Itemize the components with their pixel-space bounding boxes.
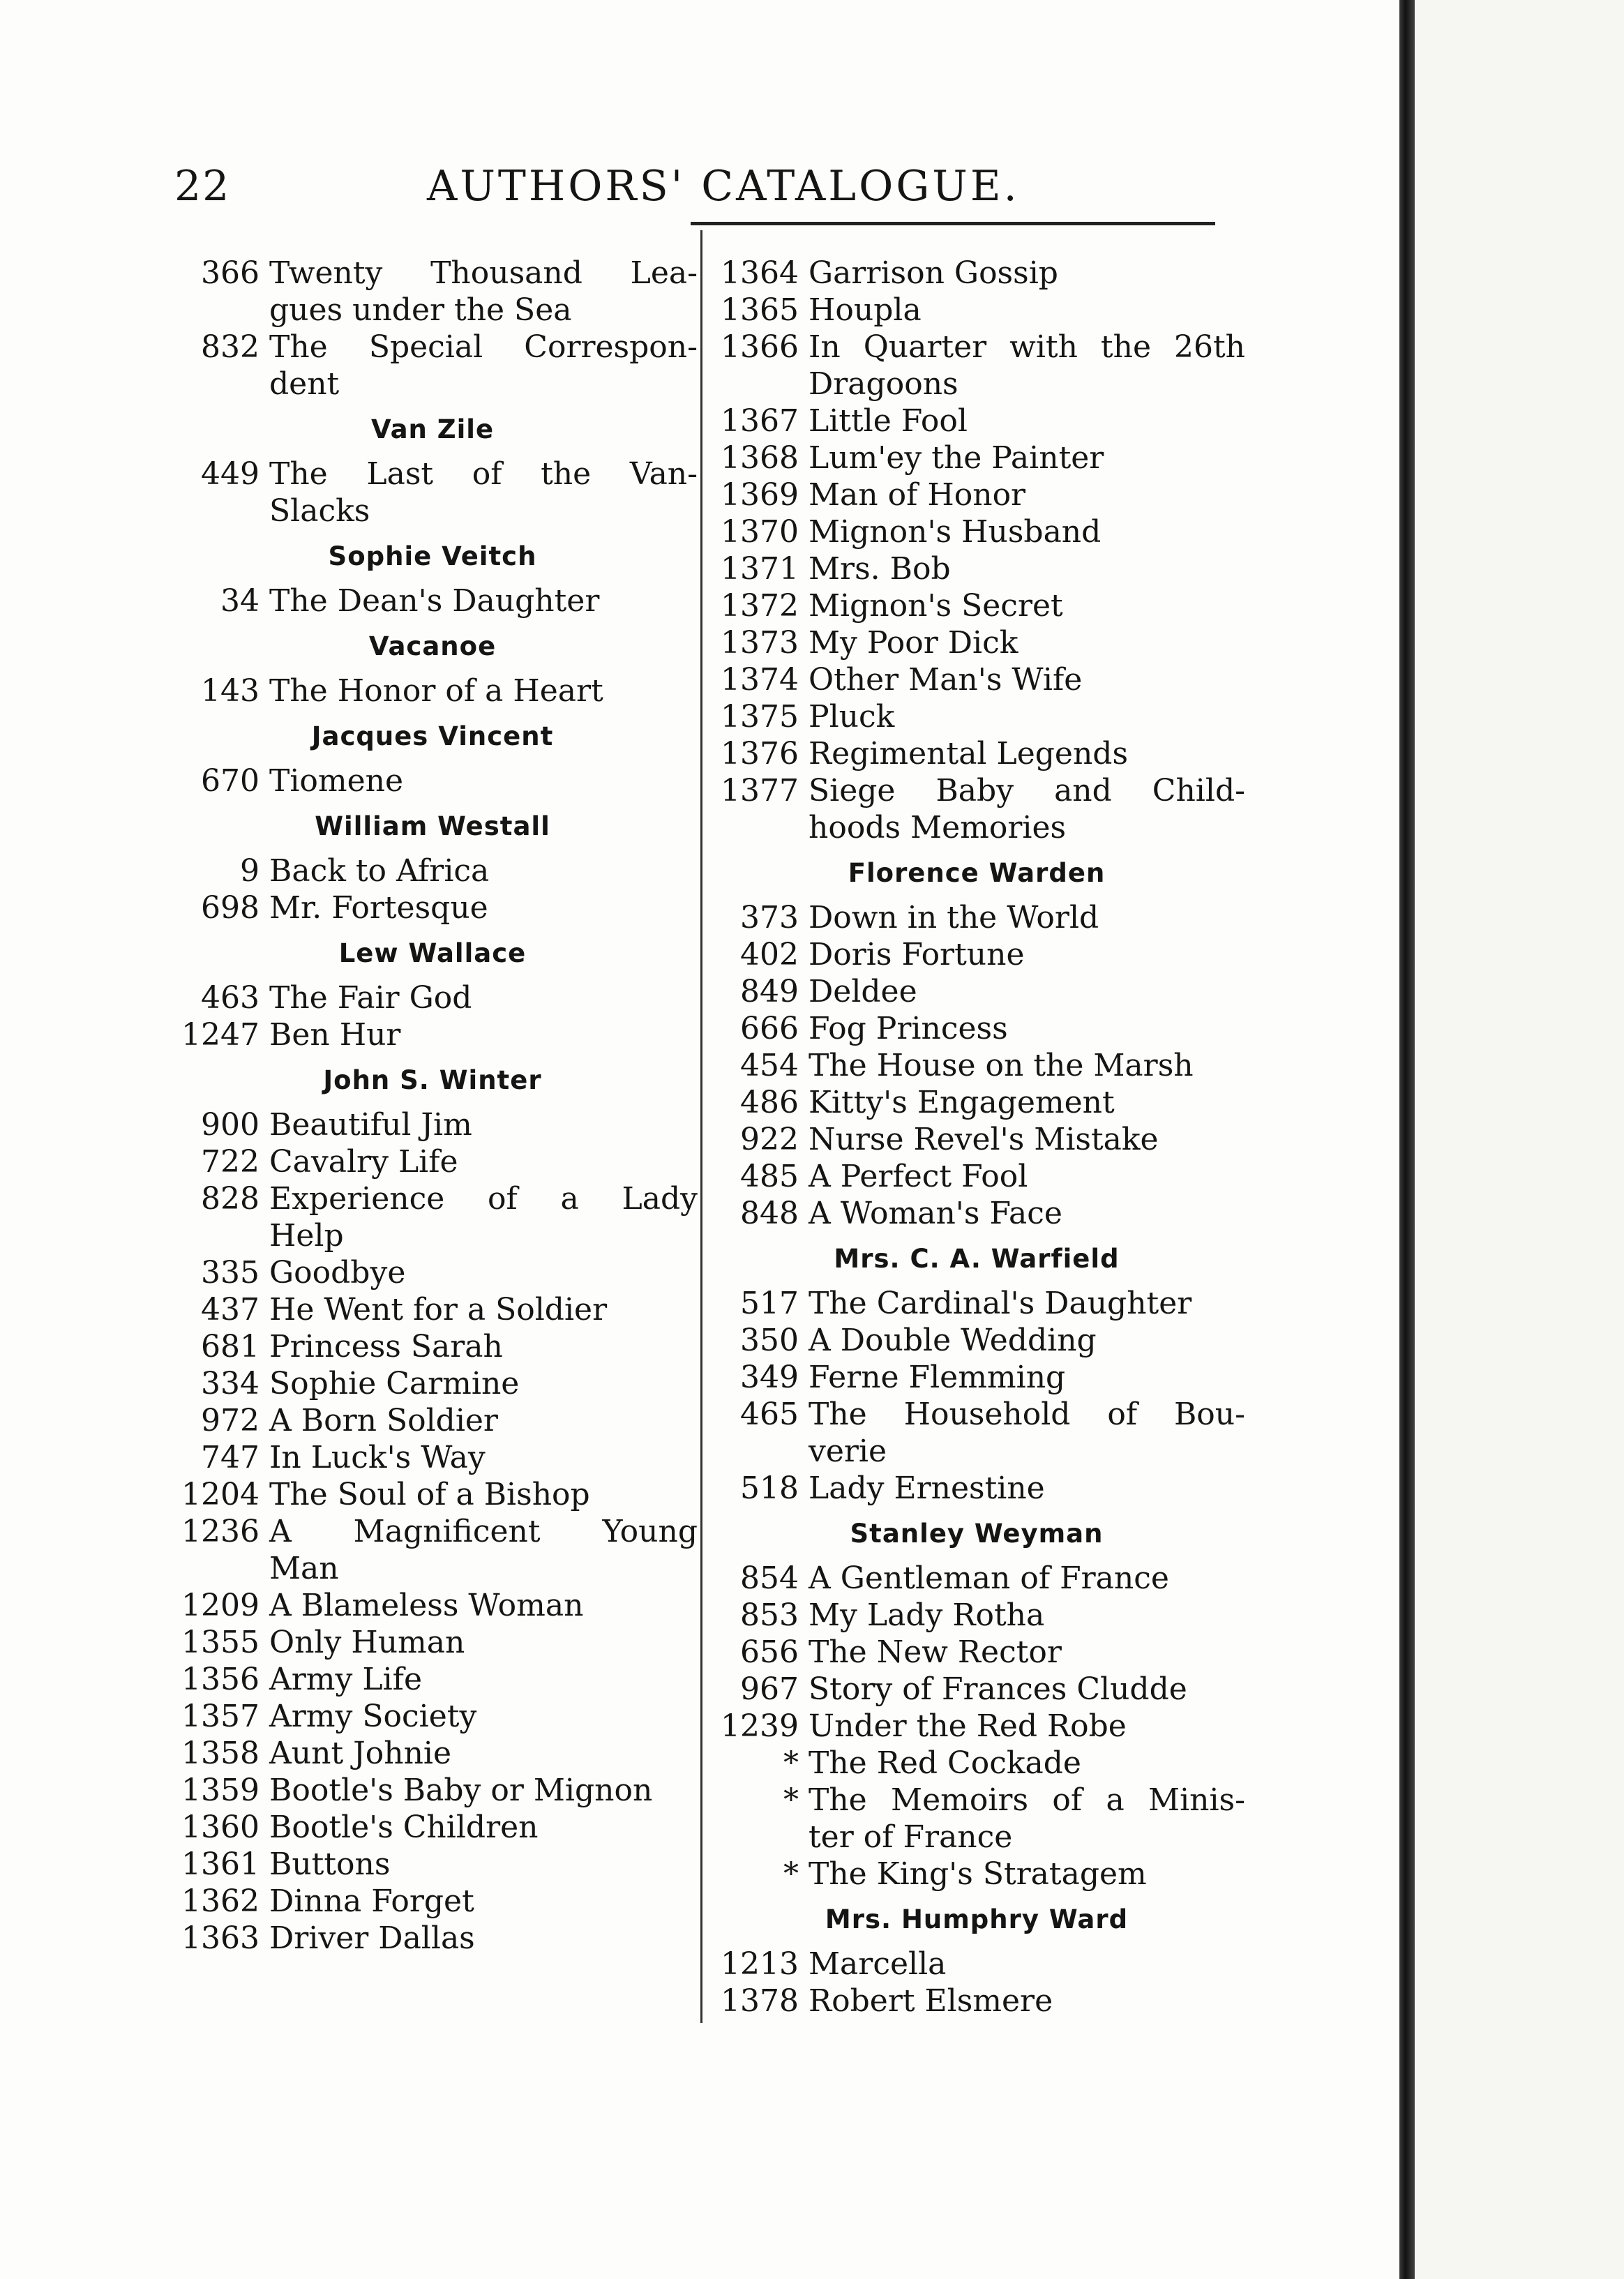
catalogue-number: 722 [201, 1144, 260, 1180]
catalogue-number: 1366 [721, 329, 799, 365]
book-title-continuation: verie [809, 1434, 887, 1469]
right-column [708, 255, 1245, 2019]
book-title-continuation: Man [269, 1551, 339, 1586]
catalogue-number: 449 [201, 456, 260, 492]
catalogue-entry [708, 1470, 1245, 1507]
catalogue-entry [167, 1624, 698, 1661]
book-title: Mr. Fortesque [269, 890, 488, 926]
book-title: Bootle's Children [269, 1810, 539, 1845]
catalogue-entry [708, 1359, 1245, 1396]
book-title-continuation: dent [269, 366, 340, 402]
catalogue-entry [167, 1016, 698, 1053]
catalogue-number: 1367 [721, 403, 799, 439]
book-title: Ben Hur [269, 1017, 401, 1053]
author-heading: Mrs. C. A. Warfield [834, 1244, 1120, 1274]
book-title: The Fair God [269, 980, 472, 1016]
catalogue-number: 1369 [721, 477, 799, 513]
catalogue-number: 9 [240, 853, 260, 889]
catalogue-entry [708, 587, 1245, 624]
catalogue-entry [167, 582, 698, 619]
catalogue-entry [708, 1396, 1245, 1433]
book-title: Nurse Revel's Mistake [809, 1122, 1159, 1157]
catalogue-number: * [783, 1745, 799, 1781]
author-heading: Florence Warden [848, 858, 1106, 888]
catalogue-number: 853 [740, 1597, 799, 1633]
book-title: Little Fool [809, 403, 968, 439]
catalogue-number: 366 [201, 255, 260, 291]
book-title: Only Human [269, 1625, 465, 1660]
author-heading: Mrs. Humphry Ward [825, 1904, 1129, 1934]
book-title-continuation: Dragoons [809, 366, 958, 402]
catalogue-entry [708, 1782, 1245, 1819]
catalogue-entry [167, 672, 698, 709]
book-title: Lum'ey the Painter [809, 440, 1104, 476]
book-title: In Luck's Way [269, 1440, 486, 1475]
catalogue-entry [708, 1983, 1245, 2019]
catalogue-number: 143 [201, 673, 260, 709]
catalogue-entry [167, 1254, 698, 1291]
book-title: Down in the World [809, 900, 1099, 935]
catalogue-number: 1364 [721, 255, 799, 291]
catalogue-number: 1358 [181, 1736, 260, 1771]
book-title: Lady Ernestine [809, 1471, 1045, 1506]
book-title: Mignon's Secret [809, 588, 1063, 624]
book-title: The Honor of a Heart [269, 673, 603, 709]
catalogue-number: 1356 [181, 1662, 260, 1697]
book-title: A Gentleman of France [809, 1560, 1169, 1596]
catalogue-number: 373 [740, 900, 799, 935]
page-number: 22 [174, 162, 231, 211]
book-title: Driver Dallas [269, 1920, 475, 1956]
catalogue-number: 402 [740, 937, 799, 972]
catalogue-number: 1361 [181, 1846, 260, 1882]
catalogue-entry [708, 735, 1245, 772]
catalogue-number: 849 [740, 974, 799, 1009]
catalogue-entry [167, 329, 698, 366]
catalogue-number: 349 [740, 1360, 799, 1395]
catalogue-entry [708, 476, 1245, 513]
book-title: The Special Correspon- [269, 329, 698, 365]
catalogue-entry [167, 889, 698, 926]
catalogue-number: 832 [201, 329, 260, 365]
book-title: Back to Africa [269, 853, 490, 889]
catalogue-entry [708, 698, 1245, 735]
catalogue-entry [167, 1698, 698, 1735]
book-title: Army Society [269, 1699, 477, 1734]
catalogue-entry [167, 1180, 698, 1217]
catalogue-entry [167, 1106, 698, 1143]
catalogue-entry [708, 772, 1245, 809]
author-heading: Vacanoe [368, 631, 497, 661]
catalogue-entry [167, 1476, 698, 1513]
catalogue-entry [708, 1597, 1245, 1634]
book-title: Princess Sarah [269, 1329, 503, 1364]
book-title-continuation: Help [269, 1218, 344, 1254]
left-column [167, 255, 698, 1957]
catalogue-number: 922 [740, 1122, 799, 1157]
book-title: The Dean's Daughter [269, 583, 600, 619]
catalogue-number: 967 [740, 1671, 799, 1707]
catalogue-entry [708, 1010, 1245, 1047]
catalogue-number: 1209 [181, 1588, 260, 1623]
catalogue-number: 747 [201, 1440, 260, 1475]
book-title-continuation: hoods Memories [809, 810, 1067, 845]
catalogue-entry [708, 899, 1245, 936]
book-title: Under the Red Robe [809, 1708, 1127, 1744]
catalogue-number: 1376 [721, 736, 799, 772]
book-title: In Quarter with the 26th [809, 329, 1245, 365]
book-title: He Went for a Soldier [269, 1292, 608, 1327]
catalogue-number: 670 [201, 763, 260, 799]
catalogue-entry [167, 1328, 698, 1365]
book-title: Cavalry Life [269, 1144, 458, 1180]
book-title: Sophie Carmine [269, 1366, 520, 1401]
book-title: A Woman's Face [809, 1196, 1062, 1231]
catalogue-entry [708, 936, 1245, 973]
catalogue-entry [167, 456, 698, 492]
book-title: The Cardinal's Daughter [809, 1286, 1192, 1321]
catalogue-number: 34 [220, 583, 260, 619]
catalogue-entry [708, 1634, 1245, 1671]
catalogue-entry [167, 1883, 698, 1920]
catalogue-number: 1370 [721, 514, 799, 550]
catalogue-entry [167, 1143, 698, 1180]
book-title: A Blameless Woman [269, 1588, 584, 1623]
catalogue-entry [708, 255, 1245, 292]
catalogue-number: 486 [740, 1085, 799, 1120]
catalogue-entry [708, 1856, 1245, 1893]
catalogue-entry [167, 979, 698, 1016]
book-title: The Red Cockade [809, 1745, 1081, 1781]
catalogue-number: 681 [201, 1329, 260, 1364]
catalogue-entry [167, 1513, 698, 1550]
running-head: AUTHORS' CATALOGUE. [427, 162, 1020, 211]
catalogue-number: 1374 [721, 662, 799, 698]
catalogue-entry [167, 1772, 698, 1809]
book-title: The King's Stratagem [809, 1856, 1147, 1892]
book-title: The New Rector [809, 1634, 1062, 1670]
catalogue-number: 1375 [721, 699, 799, 735]
book-title: Pluck [809, 699, 895, 735]
catalogue-number: 1359 [181, 1773, 260, 1808]
catalogue-entry [708, 1084, 1245, 1121]
book-title: The Last of the Van- [269, 456, 698, 492]
book-title: Army Life [269, 1662, 422, 1697]
catalogue-entry [167, 1661, 698, 1698]
catalogue-number: 1360 [181, 1810, 260, 1845]
catalogue-number: 485 [740, 1159, 799, 1194]
catalogue-number: 335 [201, 1255, 260, 1291]
book-title: My Poor Dick [809, 625, 1018, 661]
catalogue-number: 698 [201, 890, 260, 926]
catalogue-number: 1247 [181, 1017, 260, 1053]
catalogue-entry [708, 973, 1245, 1010]
facing-page-edge [1415, 0, 1624, 2279]
catalogue-number: 1236 [181, 1514, 260, 1549]
book-title: Marcella [809, 1946, 947, 1982]
catalogue-entry [708, 403, 1245, 439]
page-fold-shadow [1399, 0, 1415, 2279]
book-title: A Perfect Fool [809, 1159, 1028, 1194]
book-title: My Lady Rotha [809, 1597, 1045, 1633]
catalogue-entry [708, 1745, 1245, 1782]
author-heading: Jacques Vincent [311, 721, 554, 751]
catalogue-number: 1213 [721, 1946, 799, 1982]
catalogue-number: 854 [740, 1560, 799, 1596]
catalogue-entry [708, 550, 1245, 587]
book-title: Dinna Forget [269, 1883, 474, 1919]
book-title: Robert Elsmere [809, 1983, 1053, 2019]
author-heading: Stanley Weyman [850, 1519, 1104, 1549]
catalogue-entry [708, 513, 1245, 550]
catalogue-entry [167, 762, 698, 799]
catalogue-number: * [783, 1856, 799, 1892]
author-heading: John S. Winter [323, 1065, 542, 1095]
catalogue-number: 1378 [721, 1983, 799, 2019]
book-title-continuation: Slacks [269, 493, 370, 529]
catalogue-number: 465 [740, 1397, 799, 1432]
book-title: A Magnificent Young [269, 1514, 698, 1549]
book-title: Bootle's Baby or Mignon [269, 1773, 653, 1808]
book-title: Twenty Thousand Lea- [269, 255, 698, 291]
book-title: Deldee [809, 974, 917, 1009]
catalogue-entry [708, 1671, 1245, 1708]
catalogue-number: 1373 [721, 625, 799, 661]
catalogue-entry [708, 661, 1245, 698]
catalogue-number: 828 [201, 1181, 260, 1217]
catalogue-number: 517 [740, 1286, 799, 1321]
catalogue-number: 1365 [721, 292, 799, 328]
book-title: Ferne Flemming [809, 1360, 1066, 1395]
catalogue-number: 848 [740, 1196, 799, 1231]
book-title: Kitty's Engagement [809, 1085, 1115, 1120]
catalogue-entry [708, 439, 1245, 476]
catalogue-number: 1368 [721, 440, 799, 476]
catalogue-entry [708, 1195, 1245, 1232]
author-heading: Sophie Veitch [328, 541, 537, 571]
catalogue-number: 656 [740, 1634, 799, 1670]
catalogue-number: 1363 [181, 1920, 260, 1956]
book-title: Garrison Gossip [809, 255, 1058, 291]
catalogue-number: 1372 [721, 588, 799, 624]
catalogue-number: * [783, 1782, 799, 1818]
catalogue-entry [167, 852, 698, 889]
catalogue-entry [708, 1322, 1245, 1359]
catalogue-entry [708, 1121, 1245, 1158]
catalogue-number: 972 [201, 1403, 260, 1438]
book-title: Regimental Legends [809, 736, 1129, 772]
catalogue-number: 1357 [181, 1699, 260, 1734]
book-title: Siege Baby and Child- [809, 773, 1245, 808]
author-heading: Van Zile [370, 414, 495, 444]
book-title: Aunt Johnie [269, 1736, 452, 1771]
book-title-continuation: ter of France [809, 1819, 1013, 1855]
catalogue-number: 1355 [181, 1625, 260, 1660]
catalogue-entry [708, 1158, 1245, 1195]
book-title: Story of Frances Cludde [809, 1671, 1187, 1707]
book-title: Mrs. Bob [809, 551, 951, 587]
book-title: The Household of Bou- [809, 1397, 1245, 1432]
catalogue-entry [708, 624, 1245, 661]
catalogue-entry [167, 1920, 698, 1957]
author-heading: William Westall [315, 811, 550, 841]
catalogue-number: 1377 [721, 773, 799, 808]
catalogue-number: 518 [740, 1471, 799, 1506]
catalogue-entry [167, 1846, 698, 1883]
catalogue-entry [167, 1291, 698, 1328]
catalogue-entry [708, 292, 1245, 329]
catalogue-entry [167, 1735, 698, 1772]
catalogue-entry [167, 1439, 698, 1476]
book-title: Beautiful Jim [269, 1107, 472, 1143]
book-title: A Born Soldier [269, 1403, 498, 1438]
book-title: Goodbye [269, 1255, 406, 1291]
catalogue-entry [708, 1708, 1245, 1745]
catalogue-number: 1362 [181, 1883, 260, 1919]
book-title: Buttons [269, 1846, 391, 1882]
catalogue-number: 1204 [181, 1477, 260, 1512]
book-title: The House on the Marsh [809, 1048, 1194, 1083]
header-rule [691, 222, 1215, 225]
book-title: Other Man's Wife [809, 662, 1083, 698]
catalogue-entry [167, 1365, 698, 1402]
catalogue-number: 334 [201, 1366, 260, 1401]
catalogue-number: 1239 [721, 1708, 799, 1744]
catalogue-number: 454 [740, 1048, 799, 1083]
column-divider [700, 230, 702, 2023]
book-title: The Memoirs of a Minis- [809, 1782, 1245, 1818]
book-title: Mignon's Husband [809, 514, 1102, 550]
catalogue-number: 900 [201, 1107, 260, 1143]
book-title: A Double Wedding [809, 1323, 1097, 1358]
catalogue-number: 437 [201, 1292, 260, 1327]
book-title: Man of Honor [809, 477, 1026, 513]
catalogue-entry [708, 1285, 1245, 1322]
book-title: The Soul of a Bishop [269, 1477, 590, 1512]
book-title-continuation: gues under the Sea [269, 292, 572, 328]
book-title: Tiomene [269, 763, 404, 799]
catalogue-entry [708, 1047, 1245, 1084]
catalogue-entry [708, 1946, 1245, 1983]
book-title: Houpla [809, 292, 922, 328]
catalogue-entry [167, 1402, 698, 1439]
catalogue-number: 350 [740, 1323, 799, 1358]
catalogue-number: 1371 [721, 551, 799, 587]
book-title: Experience of a Lady [269, 1181, 698, 1217]
book-title: Doris Fortune [809, 937, 1025, 972]
catalogue-entry [167, 1809, 698, 1846]
catalogue-entry [708, 1560, 1245, 1597]
catalogue-entry [167, 1587, 698, 1624]
catalogue-number: 666 [740, 1011, 799, 1046]
catalogue-entry [167, 255, 698, 292]
catalogue-entry [708, 329, 1245, 366]
author-heading: Lew Wallace [338, 938, 527, 968]
catalogue-number: 463 [201, 980, 260, 1016]
book-title: Fog Princess [809, 1011, 1008, 1046]
